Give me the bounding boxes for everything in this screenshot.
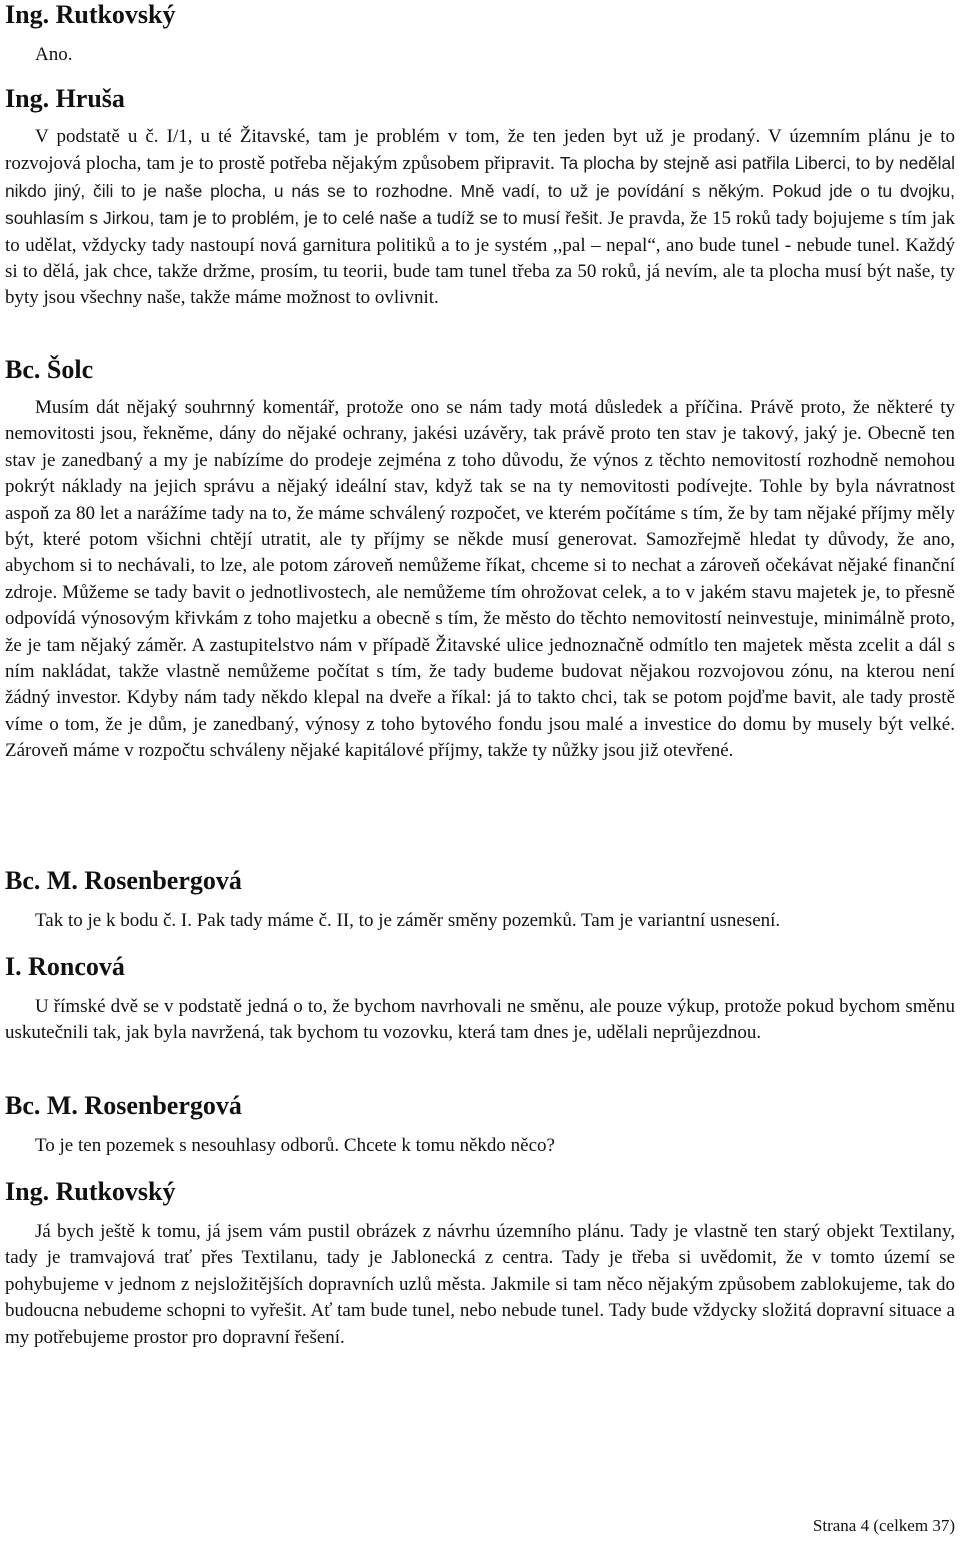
speech-text [5, 42, 955, 68]
speech-text [5, 124, 955, 312]
speech-block [5, 84, 955, 312]
speech-segment: Ano. [35, 44, 73, 65]
speech-text [5, 1133, 955, 1159]
speech-segment: U římské dvě se v podstatě jedná o to, že bychom navrhovali ne směnu, ale pouze výkup, protože pokud bychom směnu uskutečnili tak, jak byla navržená, tak bychom tu vozovku, která tam dnes je, udělali neprůjezdnou. [5, 996, 955, 1044]
speaker-name: Bc. M. Rosenbergová [5, 866, 242, 895]
speech-segment: Musím dát nějaký souhrnný komentář, protože ono se nám tady motá důsledek a příčina. Právě proto, že některé ty nemovitosti jsou, řekněme, dány do nějaké ochrany, jakési uzávěry, tak právě proto ten stav je takový, jaký je. Obecně ten stav je zanedbaný a my je nabízíme do prodeje zejména z toho důvodu, že výnos z těchto nemovitostí rozhodně nemohou pokrýt náklady na jejich správu a nějaký ideální stav, když tak se na ty nemovitosti podívejte. Tohle by byla návratnost aspoň za 80 let a narážíme tady na to, že máme schválený rozpočet, ve kterém počítáme s tím, že by tam nějaké příjmy měly být, které potom všichni chtějí utratit, ale ty příjmy se někde musí generovat. Samozřejmě hledat ty důvody, že ano, abychom si to nechávali, to lze, ale potom zároveň nemůžeme říkat, chceme si to nechat a zároveň očekávat nějaké finanční zdroje. Můžeme se tady bavit o jednotlivostech, ale nemůžeme tím ohrožovat celek, a to v jakém stavu majetek je, to přesně odpovídá výnosovým křivkám z toho majetku a obecně s tím, že město do těchto nemovitostí neinvestuje, minimálně proto, že je tam nějaký záměr. A zastupitelstvo nám v případě Žitavské ulice jednoznačně odmítlo ten majetek města zcelit a dál s ním nakládat, takže vlastně nemůžeme počítat s tím, že tady budeme budovat nějakou rozvojovou zónu, na kterou není žádný investor. Kdyby nám tady někdo klepal na dveře a říkal: já to takto chci, tak se potom pojďme bavit, ale tady prostě víme o tom, že je dům, je zanedbaný, výnosy z toho bytového fondu jsou malé a investice do domu by musely být velké. Zároveň máme v rozpočtu schváleny nějaké kapitálové příjmy, takže ty nůžky jsou již otevřené. [5, 397, 955, 762]
speech-segment: Já bych ještě k tomu, já jsem vám pustil obrázek z návrhu územního plánu. Tady je vlastně ten starý objekt Textilany, tady je tramvajová trať přes Textilanu, tady je Jablonecká z centra. Tady je třeba si uvědomit, že v tomto území se pohybujeme v jednom z nejsložitějších dopravních uzlů města. Jakmile si tam něco nějakým způsobem zablokujeme, tak do budoucna nebudeme schopni to vyřešit. Ať tam bude tunel, nebo nebude tunel. Tady bude vždycky složitá dopravní situace a my potřebujeme prostor pro dopravní řešení. [5, 1221, 955, 1348]
page-number: Strana 4 (celkem 37) [812, 1516, 955, 1535]
speech-block [5, 1177, 955, 1351]
speech-segment: Tak to je k bodu č. I. Pak tady máme č. II, to je záměr směny pozemků. Tam je variantní usnesení. [35, 910, 781, 931]
speech-segment: Ta plocha by stejně asi patřila Liberci, to by nedělal nikdo jiný, čili to je naše plocha, u nás se to rozhodne. Mně vadí, to už je povídání s někým. Pokud jde o tu dvojku, souhlasím s Jirkou, tam je to problém, je to celé naše a tudíž se to musí řešit. [5, 153, 955, 229]
speech-text [5, 908, 955, 934]
speech-block [5, 1091, 955, 1159]
speech-block [5, 866, 955, 934]
speech-block [5, 355, 955, 765]
speech-text [5, 1219, 955, 1351]
speech-text [5, 395, 955, 765]
speech-block [5, 952, 955, 1047]
speaker-name: Bc. M. Rosenbergová [5, 1091, 242, 1120]
speech-text [5, 994, 955, 1047]
speech-segment: To je ten pozemek s nesouhlasy odborů. Chcete k tomu někdo něco? [35, 1135, 555, 1156]
speaker-name: Bc. Šolc [5, 355, 94, 384]
speech-segment: V podstatě u č. I/1, u té Žitavské, tam je problém v tom, že ten jeden byt už je prodaný. V územním plánu je to rozvojová plocha, tam je to prostě potřeba nějakým způsobem připravit. [5, 126, 955, 175]
speech-block [5, 0, 955, 68]
speaker-name: Ing. Rutkovský [5, 0, 176, 29]
speaker-name: Ing. Hruša [5, 84, 125, 113]
speaker-name: Ing. Rutkovský [5, 1177, 176, 1206]
speaker-name: I. Roncová [5, 952, 125, 981]
speech-segment: Je pravda, že 15 roků tady bojujeme s tím jak to udělat, vždycky tady nastoupí nová garnitura politiků a to je systém ,,pal – nepal“, ano bude tunel - nebude tunel. Každý si to dělá, jak chce, takže držme, prosím, tu teorii, bude tam tunel třeba za 50 roků, já nevím, ale ta plocha musí být naše, ty byty jsou všechny naše, takže máme možnost to ovlivnit. [5, 208, 955, 309]
